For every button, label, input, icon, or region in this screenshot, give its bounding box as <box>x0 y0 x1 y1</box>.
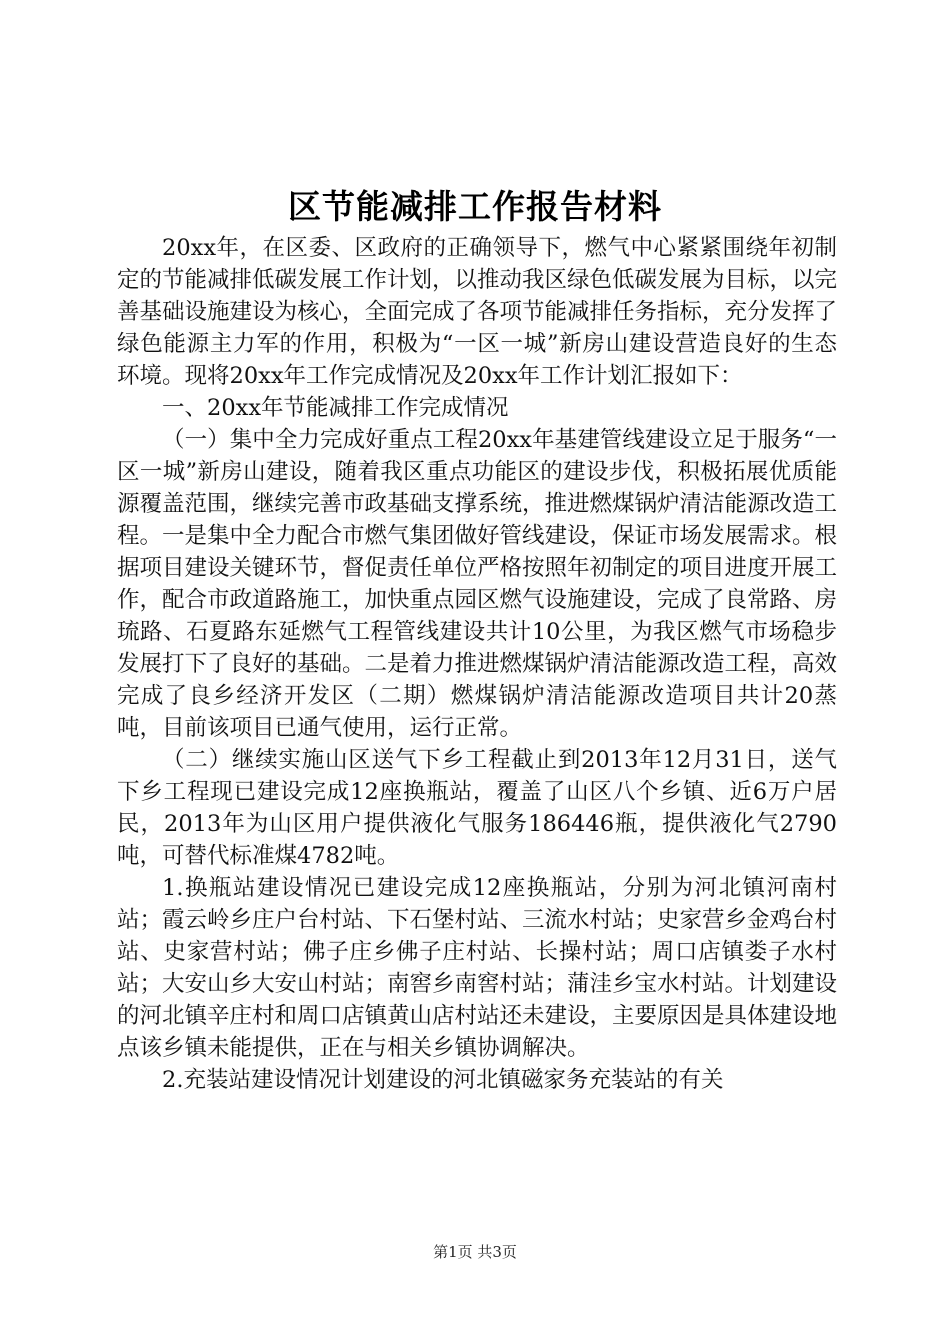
document-body <box>117 232 837 1096</box>
page-title: 区节能减排工作报告材料 <box>288 187 662 226</box>
page-number-footer: 第1页 共3页 <box>433 1243 517 1261</box>
paragraph-intro: 20xx年，在区委、区政府的正确领导下，燃气中心紧紧围绕年初制定的节能减排低碳发展工作计划，以推动我区绿色低碳发展为目标，以完善基础设施建设为核心，全面完成了各项节能减排任务指标，充分发挥了绿色能源主力军的作用，积极为“一区一城”新房山建设营造良好的生态环境。现将20xx年工作完成情况及20xx年工作计划汇报如下： <box>117 235 838 389</box>
paragraph-key-projects: （一）集中全力完成好重点工程20xx年基建管线建设立足于服务“一区一城”新房山建设，随着我区重点功能区的建设步伐，积极拓展优质能源覆盖范围，继续完善市政基础支撑系统，推进燃煤锅炉清洁能源改造工程。一是集中全力配合市燃气集团做好管线建设，保证市场发展需求。根据项目建设关键环节，督促责任单位严格按照年初制定的项目进度开展工作，配合市政道路施工，加快重点园区燃气设施建设，完成了良常路、房琉路、石夏路东延燃气工程管线建设共计10公里，为我区燃气市场稳步发展打下了良好的基础。二是着力推进燃煤锅炉清洁能源改造工程，高效完成了良乡经济开发区（二期）燃煤锅炉清洁能源改造项目共计20蒸吨，目前该项目已通气使用，运行正常。 <box>117 427 838 741</box>
paragraph-filling-stations: 2.充装站建设情况计划建设的河北镇磁家务充装站的有关 <box>162 1067 724 1093</box>
section-heading-1: 一、20xx年节能减排工作完成情况 <box>162 395 509 421</box>
paragraph-gas-to-villages: （二）继续实施山区送气下乡工程截止到2013年12月31日，送气下乡工程现已建设完成12座换瓶站，覆盖了山区八个乡镇、近6万户居民，2013年为山区用户提供液化气服务186446瓶，提供液化气2790吨，可替代标准煤4782吨。 <box>117 747 837 869</box>
paragraph-exchange-stations: 1.换瓶站建设情况已建设完成12座换瓶站，分别为河北镇河南村站；霞云岭乡庄户台村站、下石堡村站、三流水村站；史家营乡金鸡台村站、史家营村站；佛子庄乡佛子庄村站、长操村站；周口店镇娄子水村站；大安山乡大安山村站；南窖乡南窖村站；蒲洼乡宝水村站。计划建设的河北镇辛庄村和周口店镇黄山店村站还未建设，主要原因是具体建设地点该乡镇未能提供，正在与相关乡镇协调解决。 <box>117 875 838 1061</box>
